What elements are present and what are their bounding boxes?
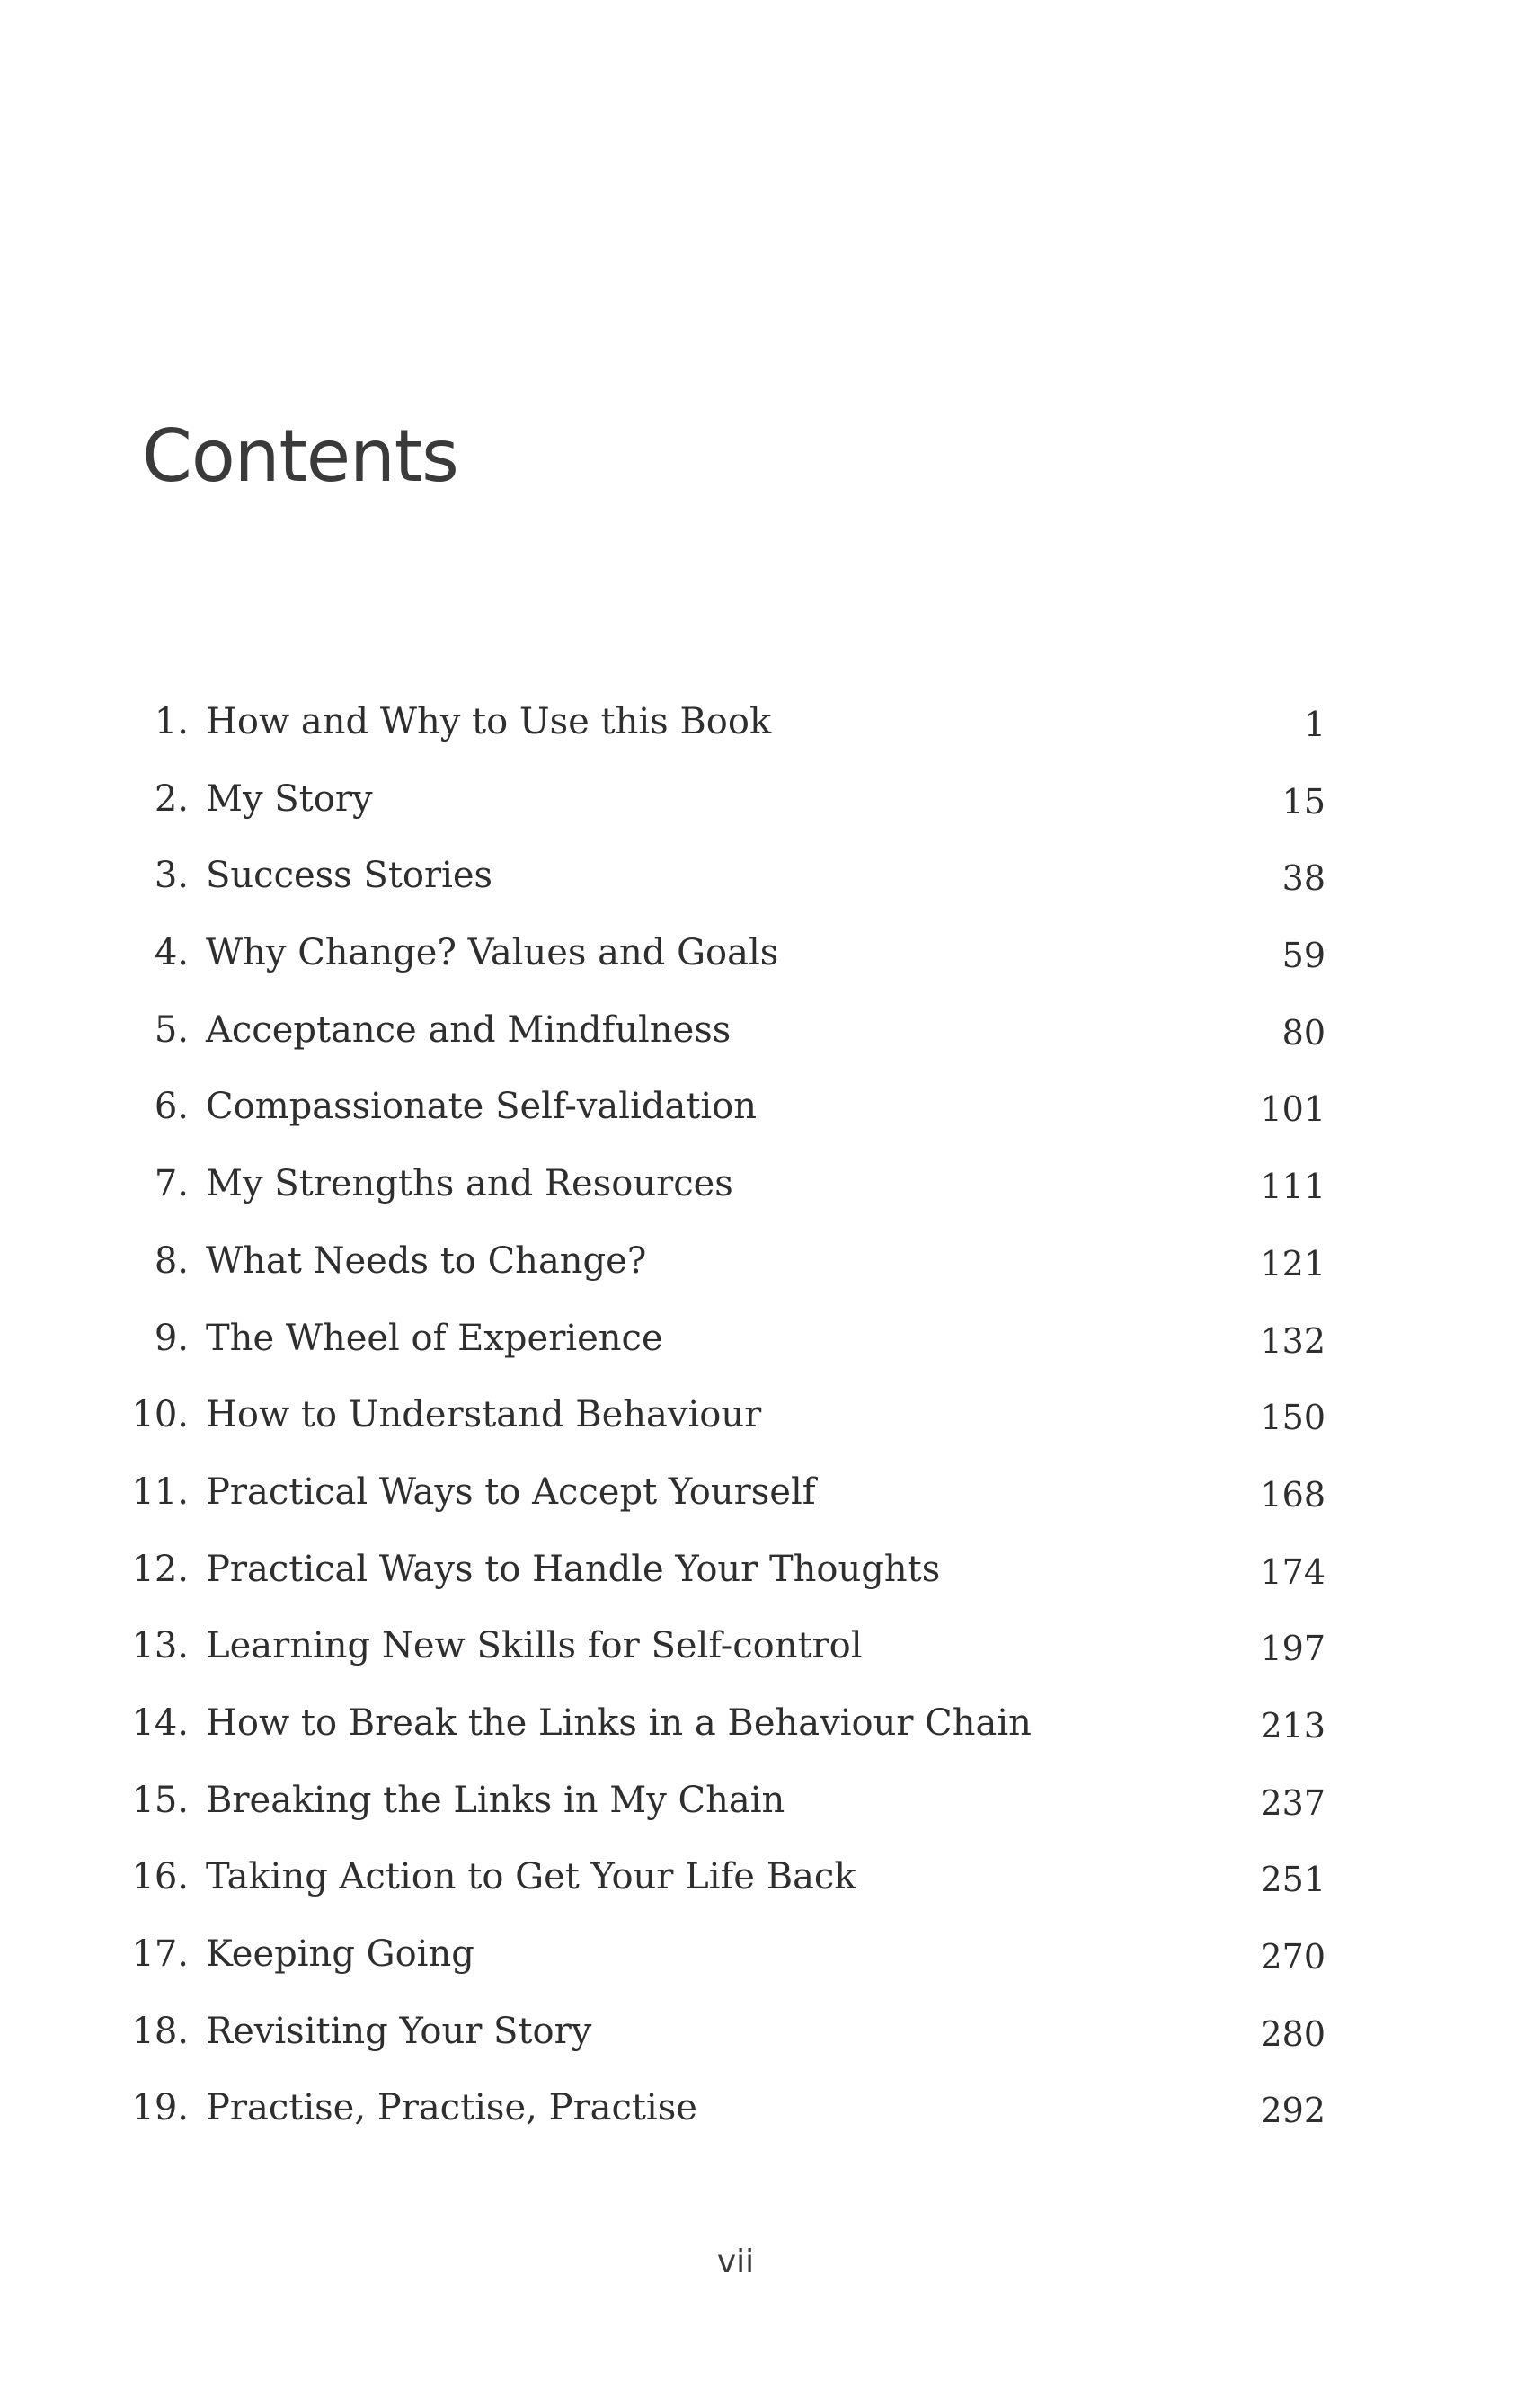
chapter-page-number: 150 xyxy=(1260,1398,1326,1438)
chapter-title: My Strengths and Resources xyxy=(206,1163,733,1205)
toc-entry xyxy=(0,1163,1534,1240)
chapter-page-number: 174 xyxy=(1260,1551,1326,1592)
chapter-title: How to Break the Links in a Behaviour Chain xyxy=(206,1702,1032,1744)
chapter-number: 2. xyxy=(154,777,189,820)
chapter-page-number: 111 xyxy=(1260,1167,1326,1207)
chapter-page-number: 213 xyxy=(1260,1705,1326,1746)
chapter-number: 18. xyxy=(131,2010,189,2052)
chapter-title: Revisiting Your Story xyxy=(206,2010,592,2052)
table-of-contents xyxy=(0,701,1534,2164)
chapter-number: 4. xyxy=(154,932,189,974)
chapter-title: Practical Ways to Accept Yourself xyxy=(206,1471,816,1513)
toc-entry xyxy=(0,2087,1534,2164)
chapter-page-number: 80 xyxy=(1281,1012,1326,1053)
chapter-number: 6. xyxy=(154,1086,189,1128)
toc-entry xyxy=(0,1240,1534,1318)
chapter-title: Acceptance and Mindfulness xyxy=(206,1009,732,1051)
chapter-title: Taking Action to Get Your Life Back xyxy=(206,1856,856,1898)
chapter-title: Learning New Skills for Self-control xyxy=(206,1625,863,1667)
toc-entry xyxy=(0,855,1534,932)
toc-entry xyxy=(0,701,1534,778)
toc-entry xyxy=(0,1856,1534,1933)
chapter-page-number: 101 xyxy=(1260,1089,1326,1130)
chapter-page-number: 15 xyxy=(1281,781,1326,822)
toc-entry xyxy=(0,1318,1534,1395)
toc-entry xyxy=(0,1394,1534,1471)
chapter-page-number: 38 xyxy=(1281,858,1326,899)
chapter-title: Success Stories xyxy=(206,855,493,897)
chapter-page-number: 251 xyxy=(1260,1860,1326,1900)
chapter-page-number: 132 xyxy=(1260,1320,1326,1361)
chapter-number: 9. xyxy=(154,1317,189,1359)
chapter-page-number: 292 xyxy=(1260,2091,1326,2131)
chapter-title: Breaking the Links in My Chain xyxy=(206,1779,785,1821)
chapter-page-number: 121 xyxy=(1260,1243,1326,1284)
chapter-page-number: 280 xyxy=(1260,2013,1326,2054)
chapter-title: Practise, Practise, Practise xyxy=(206,2087,697,2129)
chapter-title: Why Change? Values and Goals xyxy=(206,932,779,974)
page-folio: vii xyxy=(716,2244,755,2280)
toc-entry xyxy=(0,932,1534,1009)
toc-entry xyxy=(0,1549,1534,1626)
page-title: Contents xyxy=(142,414,458,498)
toc-entry xyxy=(0,1009,1534,1087)
chapter-number: 1. xyxy=(154,701,189,742)
chapter-title: The Wheel of Experience xyxy=(206,1317,663,1359)
toc-entry xyxy=(0,1086,1534,1163)
chapter-number: 16. xyxy=(131,1856,189,1898)
chapter-number: 13. xyxy=(131,1625,189,1667)
chapter-title: Keeping Going xyxy=(206,1933,474,1975)
chapter-number: 15. xyxy=(131,1779,189,1821)
toc-entry xyxy=(0,2011,1534,2088)
chapter-title: How to Understand Behaviour xyxy=(206,1394,762,1436)
toc-entry xyxy=(0,1780,1534,1857)
chapter-title: Compassionate Self-validation xyxy=(206,1086,758,1128)
chapter-page-number: 168 xyxy=(1260,1474,1326,1515)
chapter-page-number: 237 xyxy=(1260,1782,1326,1823)
chapter-page-number: 1 xyxy=(1303,705,1326,744)
chapter-title: My Story xyxy=(206,777,373,820)
chapter-number: 8. xyxy=(154,1240,189,1282)
toc-entry xyxy=(0,1702,1534,1780)
chapter-title: Practical Ways to Handle Your Thoughts xyxy=(206,1548,941,1590)
chapter-number: 14. xyxy=(131,1702,189,1744)
chapter-page-number: 197 xyxy=(1260,1629,1326,1669)
chapter-number: 3. xyxy=(154,855,189,897)
chapter-number: 7. xyxy=(154,1163,189,1205)
toc-entry xyxy=(0,778,1534,856)
toc-entry xyxy=(0,1625,1534,1702)
chapter-number: 17. xyxy=(131,1933,189,1975)
chapter-page-number: 270 xyxy=(1260,1937,1326,1977)
chapter-title: How and Why to Use this Book xyxy=(206,701,772,742)
toc-entry xyxy=(0,1933,1534,2011)
chapter-number: 12. xyxy=(131,1548,189,1590)
chapter-page-number: 59 xyxy=(1281,936,1326,976)
chapter-number: 5. xyxy=(154,1009,189,1051)
chapter-number: 10. xyxy=(131,1394,189,1436)
chapter-number: 11. xyxy=(131,1471,189,1513)
toc-entry xyxy=(0,1471,1534,1549)
chapter-title: What Needs to Change? xyxy=(206,1240,647,1282)
chapter-number: 19. xyxy=(131,2087,189,2129)
